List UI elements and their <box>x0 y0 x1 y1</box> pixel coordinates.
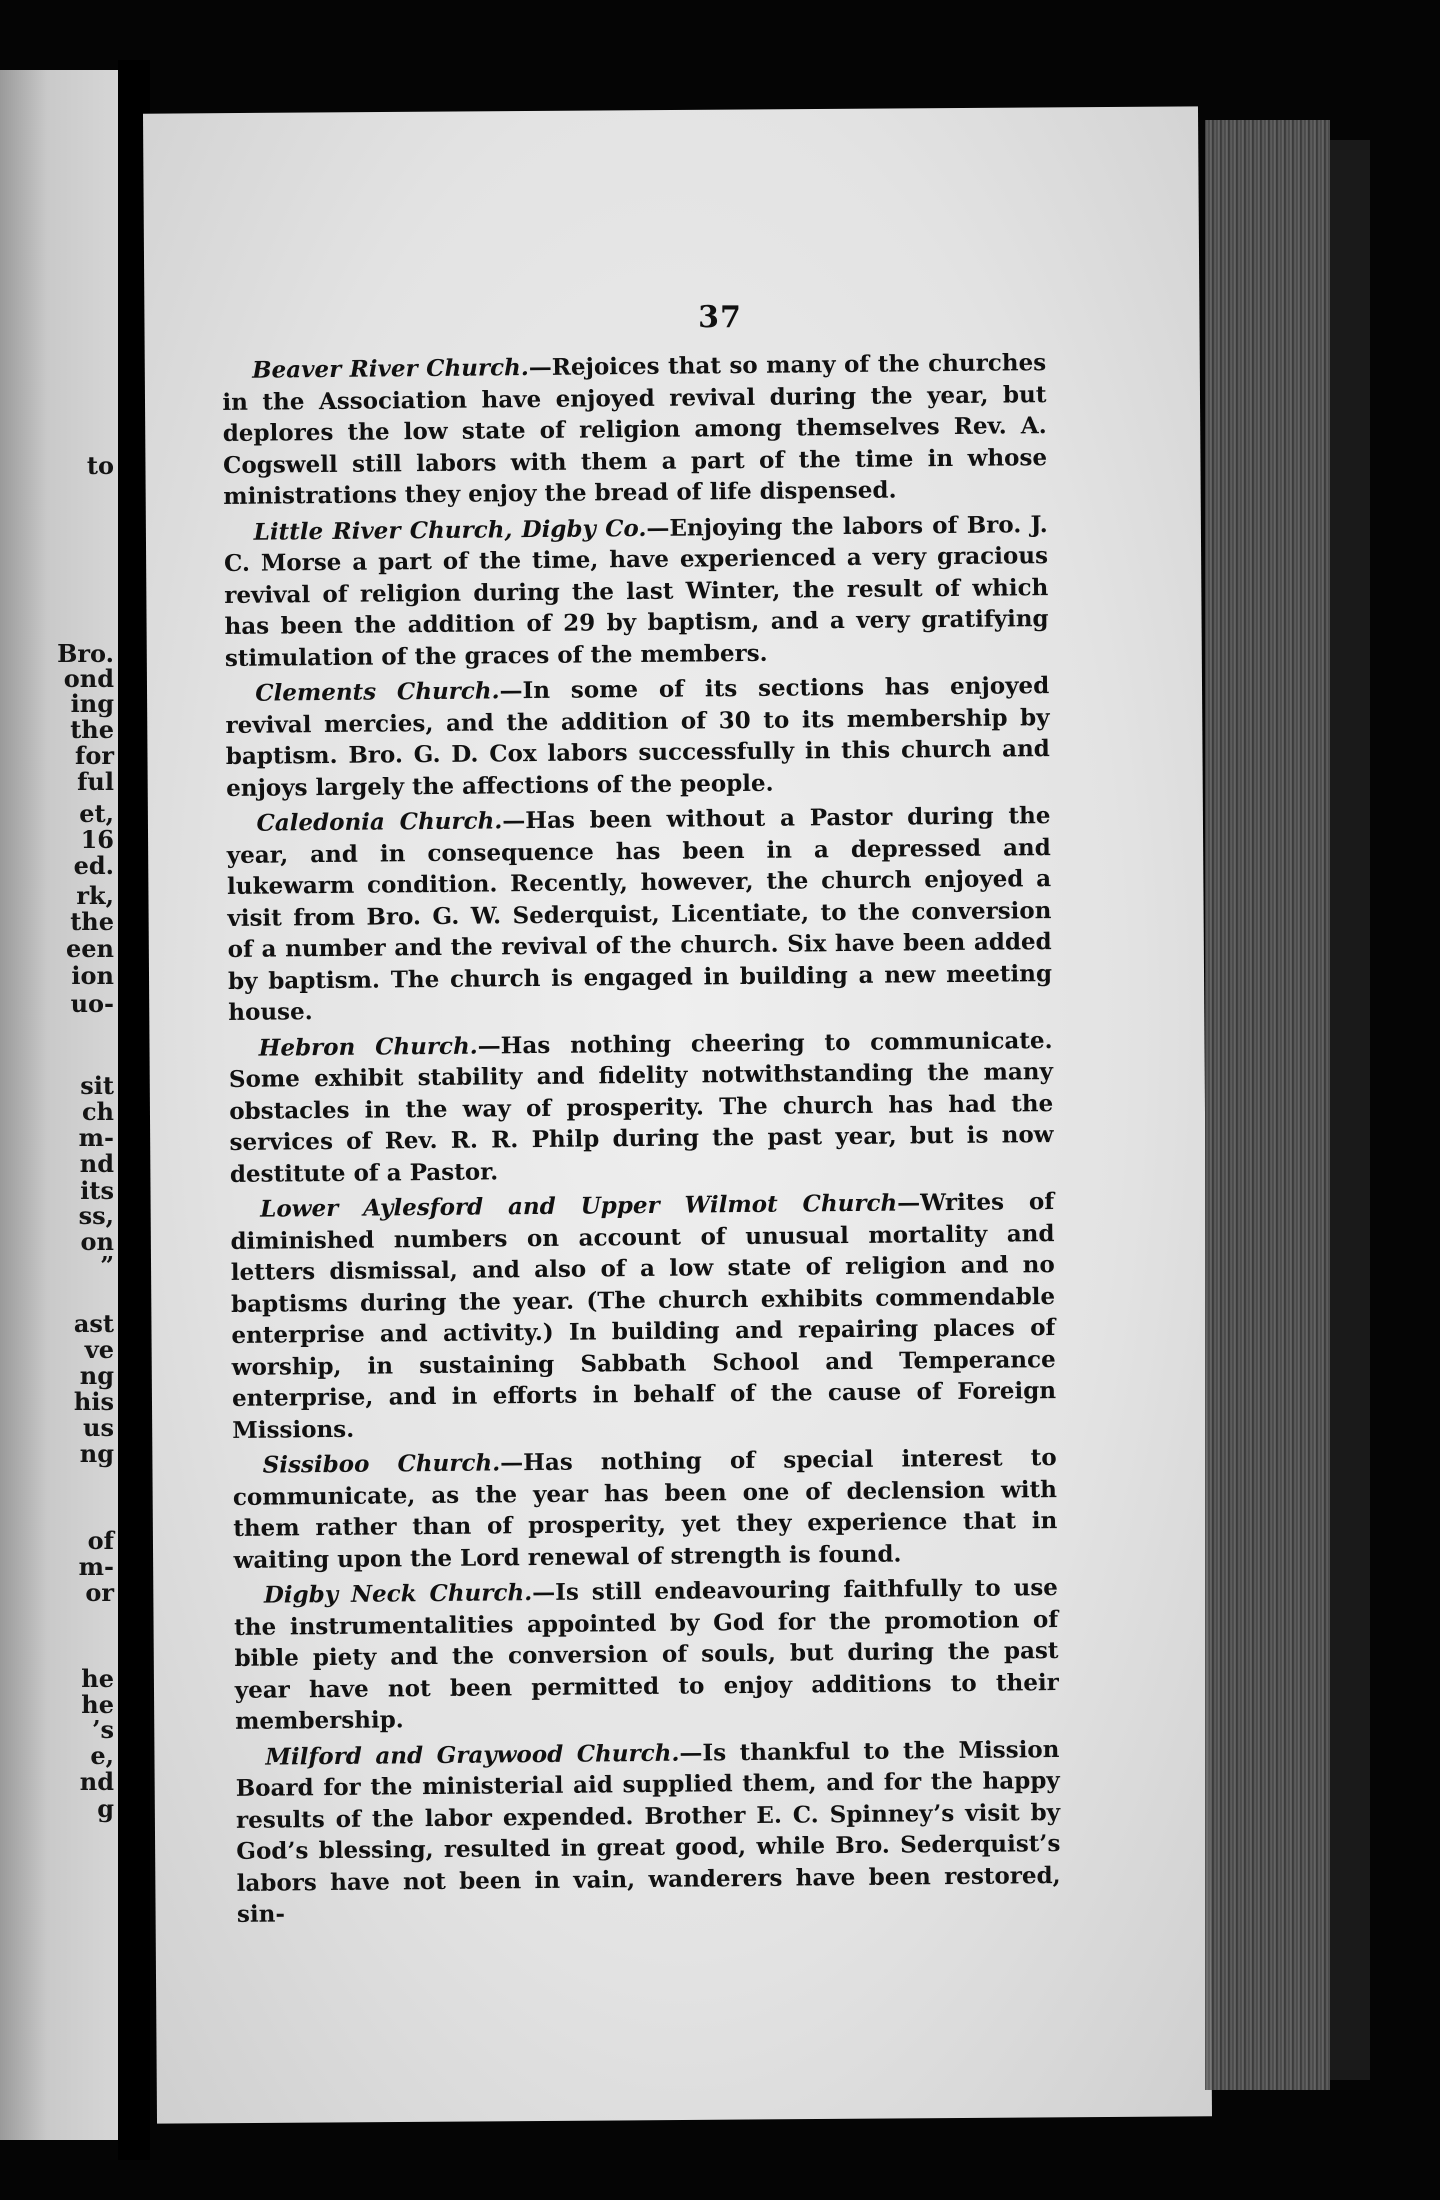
church-report-paragraph <box>233 1442 1058 1576</box>
church-report-paragraph <box>229 1025 1054 1190</box>
report-text: —Has been without a Pastor during the year, and in consequence has been in a depressed and lukewarm condition. Recently, however, the church enjoyed a visit from Bro. G. W. Sederquist, Licentiate, to the conversion of a number and the revival of the church. Six have been added by baptism. The church is engaged in building a new meeting house. <box>226 802 1053 1026</box>
page-number: 37 <box>698 300 742 335</box>
left-page-fragment: to <box>86 451 114 480</box>
church-name: Sissiboo Church. <box>262 1449 501 1479</box>
church-name: Hebron Church. <box>258 1032 478 1062</box>
left-page-fragment: nd <box>79 1149 114 1178</box>
page-block-edge <box>1205 120 1330 2090</box>
left-page-fragment: rk, <box>76 881 114 910</box>
left-page-fragment: ing <box>70 689 114 718</box>
left-page-fragment: ion <box>71 961 114 990</box>
left-page-fragment: ng <box>79 1361 114 1390</box>
church-report-paragraph <box>222 347 1047 512</box>
left-page-fragment: us <box>83 1413 114 1442</box>
church-name: Milford and Graywood Church. <box>265 1739 680 1771</box>
cover-edge <box>1330 140 1370 2080</box>
report-text: —Has nothing of special interest to communicate, as the year has been one of declension with them rather than of prosperity, yet they experience that in waiting upon the Lord renewal of strength is found. <box>232 1444 1058 1574</box>
church-name: Little River Church, Digby Co. <box>253 514 647 546</box>
left-page-fragment: ss, <box>78 1201 114 1230</box>
left-page-fragment: ast <box>73 1309 114 1338</box>
left-page-fragment: his <box>73 1387 114 1416</box>
report-text: —Is thankful to the Mission Board for the ministerial aid supplied them, and for the happy results of the labor expended. Brother E. C. Spinney’s visit by God’s blessing, resulted in great good, while Bro. Sederquist’s labors have not been in vain, wanderers have been restored, sin- <box>235 1735 1061 1928</box>
church-report-paragraph <box>235 1734 1061 1931</box>
left-page-fragment: ’s <box>92 1715 114 1744</box>
left-page-fragment: its <box>80 1176 114 1205</box>
left-page-fragment: or <box>85 1578 114 1607</box>
left-page-fragment: nd <box>79 1767 114 1796</box>
left-page-fragment: ond <box>63 664 114 693</box>
left-page-fragment: m- <box>78 1552 114 1581</box>
left-page-fragment: g <box>97 1794 114 1823</box>
church-name: Beaver River Church. <box>252 354 529 384</box>
report-text: —Writes of diminished numbers on account of unusual mortality and letters dismissal, and also of a low state of religion and no baptisms during the year. (The church exhibits commendable enterprise and activity.) In building and repairing places of worship, in sustaining Sabbath School and Temperance enterprise, and in efforts in behalf of the cause of Foreign Missions. <box>230 1188 1057 1444</box>
left-facing-page <box>0 70 118 2140</box>
church-name: Caledonia Church. <box>256 807 503 837</box>
report-text: —Has nothing cheering to communicate. Some exhibit stability and fidelity notwithstanding the many obstacles in the way of prosperity. The church has had the services of Rev. R. R. Philp during the past year, but is now destitute of a Pastor. <box>228 1026 1054 1188</box>
report-text: —Rejoices that so many of the churches in the Association have enjoyed revival during the year, but deplores the low state of religion among themselves Rev. A. Cogswell still labors with them a part of the time in whose ministrations they enjoy the bread of life dispensed. <box>222 349 1048 510</box>
left-page-fragment: for <box>75 741 114 770</box>
left-page-fragment: ” <box>100 1251 114 1280</box>
church-report-paragraph <box>234 1572 1059 1737</box>
left-page-fragment: een <box>66 934 114 963</box>
left-page-fragment: sit <box>80 1071 114 1100</box>
left-page-fragment: ch <box>81 1097 114 1126</box>
left-page-fragment: he <box>81 1690 114 1719</box>
left-page-fragment: ful <box>77 767 114 796</box>
left-page-fragment: the <box>70 907 114 936</box>
left-page-fragment: et, <box>79 799 114 828</box>
left-page-fragment: ng <box>79 1439 114 1468</box>
report-text: —In some of its sections has enjoyed revival mercies, and the addition of 30 to its membership by baptism. Bro. G. D. Cox labors successfully in this church and enjoys largely the affections of the people. <box>225 672 1050 802</box>
church-report-paragraph <box>225 670 1050 804</box>
church-name: Digby Neck Church. <box>263 1579 533 1609</box>
left-page-fragment: m- <box>78 1123 114 1152</box>
church-name: Clements Church. <box>255 677 500 707</box>
left-page-fragment: of <box>87 1526 114 1555</box>
church-name: Lower Aylesford and Upper Wilmot Church <box>260 1189 898 1223</box>
church-report-paragraph <box>224 509 1049 674</box>
report-text: —Is still endeavouring faithfully to use the instrumentalities appointed by God for the promotion of bible piety and the conversion of souls, but during the past year have not been permitted to enjoy additions to their membership. <box>234 1574 1059 1735</box>
left-page-text-fragments <box>0 70 118 2140</box>
left-page-fragment: he <box>81 1664 114 1693</box>
left-page-fragment: e, <box>90 1741 114 1770</box>
left-page-fragment: on <box>80 1227 114 1256</box>
left-page-fragment: ed. <box>73 851 114 880</box>
report-text: —Enjoying the labors of Bro. J. C. Morse a part of the time, have experienced a very gracious revival of religion during the last Winter, the result of which has been the addition of 29 by baptism, and a very gratifying stimulation of the graces of the members. <box>223 510 1049 672</box>
left-page-fragment: 16 <box>80 825 114 854</box>
left-page-fragment: the <box>70 715 114 744</box>
church-report-paragraph <box>230 1186 1056 1446</box>
church-report-paragraph <box>226 800 1052 1028</box>
left-page-fragment: Bro. <box>57 639 114 668</box>
left-page-fragment: ve <box>84 1335 114 1364</box>
left-page-fragment: uo- <box>70 989 114 1018</box>
page-body-text <box>222 347 1061 1934</box>
